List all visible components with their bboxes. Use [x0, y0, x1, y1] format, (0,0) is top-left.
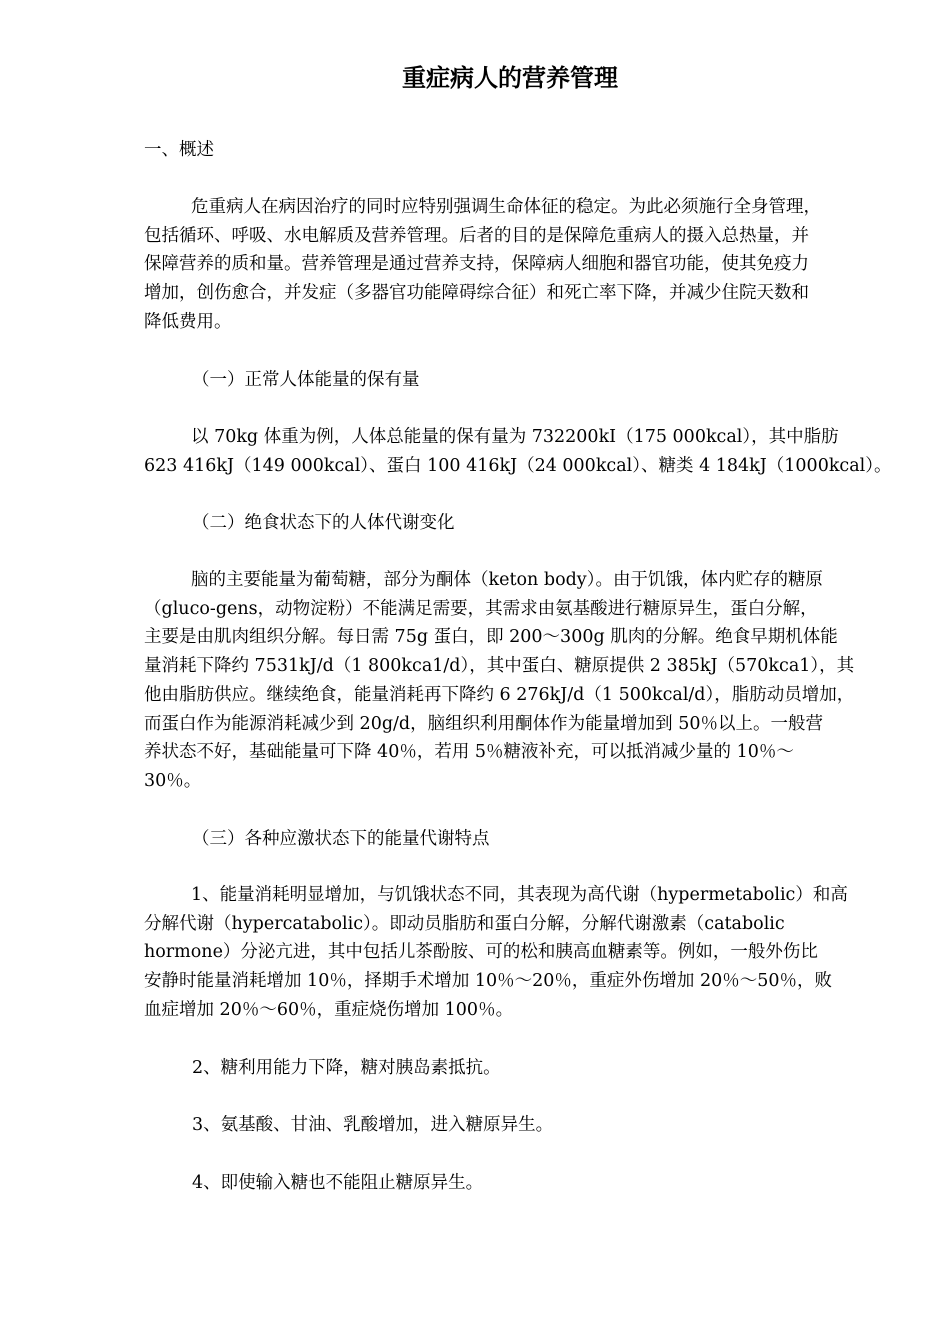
subsection-2-paragraph — [144, 566, 880, 796]
paragraph-line: 危重病人在病因治疗的同时应特别强调生命体征的稳定。为此必须施行全身管理， — [191, 197, 821, 217]
subsection-1-paragraph — [144, 423, 892, 480]
subsection-3-point-4: 4、即使输入糖也不能阻止糖原异生。 — [192, 1173, 484, 1193]
paragraph-line: （gluco-gens，动物淀粉）不能满足需要，其需求由氨基酸进行糖原异生，蛋白分解， — [144, 598, 818, 619]
paragraph-line: 血症增加 20％～60％，重症烧伤增加 100％。 — [144, 999, 514, 1020]
paragraph-line: 623 416kJ（149 000kcal）、蛋白 100 416kJ（24 000kcal）、糖类 4 184kJ（1000kcal）。 — [144, 455, 892, 476]
paragraph-line: 而蛋白作为能源消耗减少到 20g/d，脑组织利用酮体作为能量增加到 50％以上。一般营 — [144, 713, 823, 734]
paragraph-line: 包括循环、呼吸、水电解质及营养管理。后者的目的是保障危重病人的摄入总热量，并 — [144, 225, 809, 246]
subsection-heading-2: （二）绝食状态下的人体代谢变化 — [192, 513, 455, 533]
subsection-3-point-2: 2、糖利用能力下降，糖对胰岛素抵抗。 — [192, 1058, 501, 1078]
paragraph-line: 养状态不好，基础能量可下降 40％，若用 5％糖液补充，可以抵消减少量的 10％～ — [144, 742, 794, 763]
paragraph-line: 保障营养的质和量。营养管理是通过营养支持，保障病人细胞和器官功能，使其免疫力 — [144, 254, 809, 275]
paragraph-line: 降低费用。 — [144, 311, 232, 332]
paragraph-line: 1、能量消耗明显增加，与饥饿状态不同，其表现为高代谢（hypermetabolic）和高 — [191, 885, 848, 905]
page-title: 重症病人的营养管理 — [402, 63, 618, 92]
paragraph-line: 分解代谢（hypercatabolic）。即动员脂肪和蛋白分解，分解代谢激素（catabolic — [144, 913, 785, 934]
paragraph-line: 他由脂肪供应。继续绝食，能量消耗再下降约 6 276kJ/d（1 500kcal/d），脂肪动员增加， — [144, 684, 855, 705]
paragraph-line: hormone）分泌亢进，其中包括儿茶酚胺、可的松和胰高血糖素等。例如，一般外伤比 — [144, 942, 818, 963]
section-heading-overview: 一、概述 — [144, 140, 214, 160]
subsection-heading-3: （三）各种应激状态下的能量代谢特点 — [192, 829, 490, 849]
paragraph-line: 增加，创伤愈合，并发症（多器官功能障碍综合征）和死亡率下降，并减少住院天数和 — [144, 283, 809, 304]
subsection-3-point-1 — [144, 881, 880, 1025]
subsection-3-point-3: 3、氨基酸、甘油、乳酸增加，进入糖原异生。 — [192, 1115, 554, 1135]
paragraph-line: 脑的主要能量为葡萄糖，部分为酮体（keton body）。由于饥饿，体内贮存的糖原 — [191, 570, 823, 590]
paragraph-line: 30％。 — [144, 770, 202, 791]
paragraph-line: 以 70kg 体重为例，人体总能量的保有量为 732200kI（175 000kcal），其中脂肪 — [191, 427, 839, 447]
paragraph-line: 量消耗下降约 7531kJ/d（1 800kca1/d），其中蛋白、糖原提供 2 385kJ（570kca1），其 — [144, 656, 855, 677]
subsection-heading-1: （一）正常人体能量的保有量 — [192, 370, 420, 390]
paragraph-line: 主要是由肌肉组织分解。每日需 75g 蛋白，即 200～300g 肌肉的分解。绝食早期机体能 — [144, 627, 838, 648]
overview-paragraph — [144, 193, 880, 337]
paragraph-line: 安静时能量消耗增加 10％，择期手术增加 10％～20％，重症外伤增加 20％～50％，败 — [144, 971, 833, 992]
